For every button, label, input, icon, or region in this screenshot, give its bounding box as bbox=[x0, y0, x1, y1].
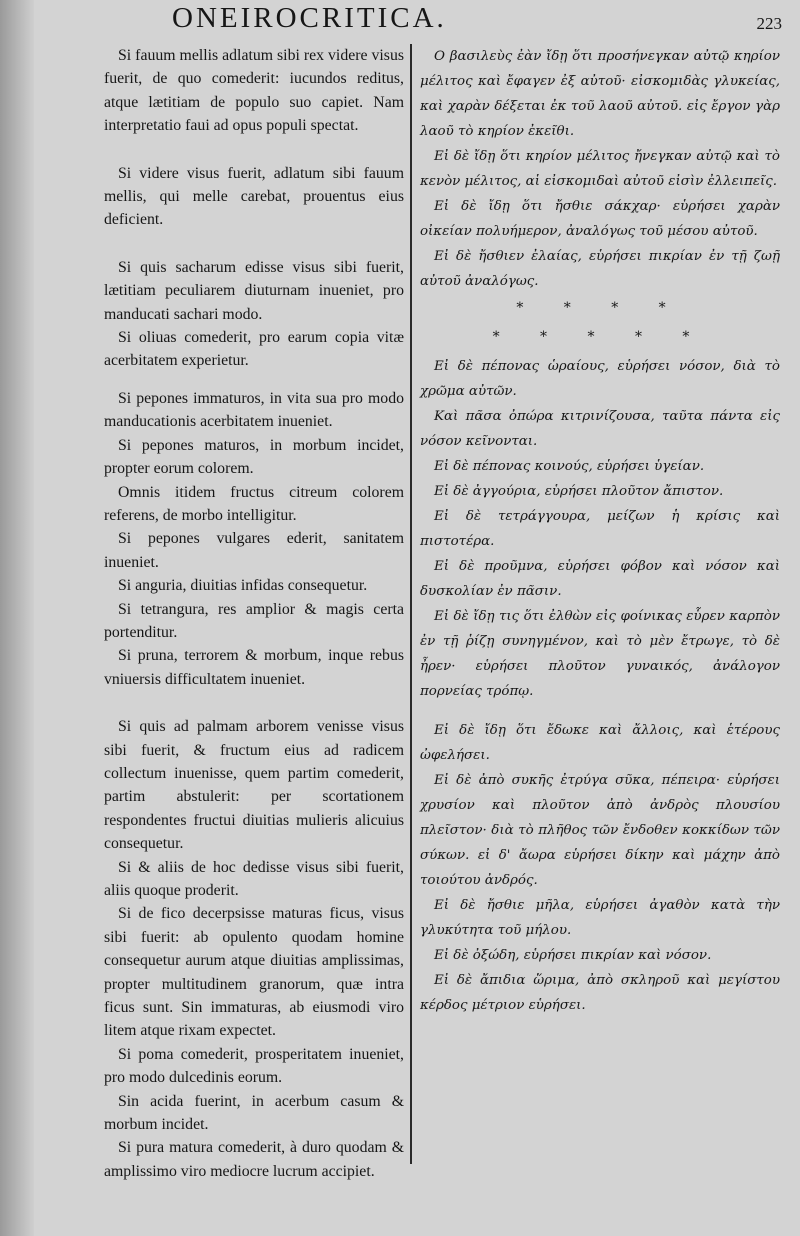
latin-paragraph: Si quis sacharum edisse visus sibi fuerit, lætitiam peculiarem diuturnam inueniet, pro manducati sachari modo. bbox=[104, 258, 404, 323]
asterisk-row: * * * * bbox=[516, 300, 684, 316]
latin-paragraph: Si anguria, diuitias infidas consequetur. bbox=[118, 577, 368, 595]
page-number: 223 bbox=[756, 14, 782, 33]
page-edge-shadow bbox=[0, 0, 34, 1236]
greek-paragraph: Εἰ δὲ ἄπιδια ὥριμα, ἀπὸ σκληροῦ καὶ μεγίστου κέρδος μέτριον εὑρήσει. bbox=[420, 973, 780, 1013]
latin-paragraph: Si fauum mellis adlatum sibi rex videre visus fuerit, de quo comederit: iucundos reditus, atque lætitiam de populo suo capiet. Nam interpretatio faui ad opus populi spectat. bbox=[104, 47, 404, 135]
latin-paragraph: Sin acida fuerint, in acerbum casum & morbum incidet. bbox=[104, 1092, 404, 1134]
page-header bbox=[0, 2, 800, 36]
greek-paragraph: Εἰ δὲ ἀπὸ συκῆς ἐτρύγα σῦκα, πέπειρα· εὑρήσει χρυσίον καὶ πλοῦτον ἀπὸ ἀνδρὸς πλουσίου πλεῖστον· διὰ τὸ πλῆθος τῶν ἔνδοθεν κοκκίδων τῶν σύκων. εἰ δ' ἄωρα εὑρήσει δίκην καὶ μάχην ἀπὸ τοιούτου ἀνδρός. bbox=[420, 773, 780, 888]
latin-paragraph: Si de fico decerpsisse maturas ficus, visus sibi fuerit: ab opulento quodam homine consequetur aurum atque diuitias amplissimas, propter multitudinem granorum, quæ intra ficus sunt. Sin immaturas, ab eiusmodi viro litem atque rixam expectet. bbox=[104, 905, 404, 1040]
greek-paragraph: Εἰ δὲ ὀξώδη, εὑρήσει πικρίαν καὶ νόσον. bbox=[434, 948, 712, 963]
greek-paragraph: Εἰ δὲ ἴδῃ ὅτι ἔδωκε καὶ ἄλλοις, καὶ ἑτέρους ὠφελήσει. bbox=[420, 723, 780, 763]
running-title: ONEIROCRITICA. bbox=[172, 2, 447, 34]
latin-paragraph: Si oliuas comederit, pro earum copia vitæ acerbitatem experietur. bbox=[104, 329, 404, 370]
greek-paragraph: Εἰ δὲ ἴδῃ τις ὅτι ἐλθὼν εἰς φοίνικας εὗρεν καρπὸν ἐν τῇ ῥίζῃ συνηγμένον, καὶ τὸ μὲν ἔτρωγε, τὸ δὲ ἦρεν· εὑρήσει πλοῦτον γυναικός, ἀνάλογον πορνείας τρόπῳ. bbox=[420, 609, 780, 699]
latin-paragraph: Si quis ad palmam arborem venisse visus sibi fuerit, & fructum eius ad radicem collectum inuenisse, quem partim comederit, partim abstulerit: per scortationem respondentes fructui diuitias mulieris alicuius consequetur. bbox=[104, 718, 404, 853]
latin-paragraph: Si & aliis de hoc dedisse visus sibi fuerit, aliis quoque proderit. bbox=[104, 858, 404, 899]
latin-paragraph: Si pepones vulgares ederit, sanitatem inueniet. bbox=[104, 530, 404, 571]
latin-paragraph: Si pepones immaturos, in vita sua pro modo manducationis acerbitatem inueniet. bbox=[104, 389, 404, 431]
greek-paragraph: Καὶ πᾶσα ὀπώρα κιτρινίζουσα, ταῦτα πάντα εἰς νόσον κεῖνονται. bbox=[420, 409, 780, 449]
latin-paragraph: Omnis itidem fructus citreum colorem referens, de morbo intelligitur. bbox=[104, 483, 404, 524]
greek-paragraph: Εἰ δὲ πέπονας κοινούς, εὑρήσει ὑγείαν. bbox=[434, 459, 705, 474]
latin-paragraph: Si videre visus fuerit, adlatum sibi fauum mellis, qui melle carebat, prouentus eius deficient. bbox=[104, 164, 404, 229]
greek-paragraph: Ο βασιλεὺς ἐὰν ἴδῃ ὅτι προσήνεγκαν αὐτῷ κηρίον μέλιτος καὶ ἔφαγεν ἐξ αὐτοῦ· εἰσκομιδὰς γλυκείας, καὶ χαρὰν δέξεται ἐκ τοῦ λαοῦ αὐτοῦ. εἰς ἔργον γὰρ λαοῦ τὸ κηρίον ἐκεῖθι. bbox=[420, 49, 780, 139]
asterisk-row: * * * * * bbox=[492, 329, 708, 345]
latin-paragraph: Si pruna, terrorem & morbum, inque rebus vniuersis difficultatem inueniet. bbox=[104, 647, 404, 688]
latin-paragraph: Si pepones maturos, in morbum incidet, propter eorum colorem. bbox=[104, 436, 404, 478]
latin-paragraph: Si tetrangura, res amplior & magis certa portenditur. bbox=[104, 600, 404, 641]
greek-paragraph: Εἰ δὲ ἤσθιεν ἐλαίας, εὑρήσει πικρίαν ἐν τῇ ζωῇ αὐτοῦ ἀναλόγως. bbox=[420, 249, 780, 289]
greek-paragraph: Εἰ δὲ ἀγγούρια, εὑρήσει πλοῦτον ἄπιστον. bbox=[434, 484, 724, 499]
greek-paragraph: Εἰ δὲ ἴδῃ ὅτι κηρίον μέλιτος ἤνεγκαν αὐτῷ καὶ τὸ κενὸν μέλιτος, αἱ εἰσκομιδαὶ αὐτοῦ εἰσὶν ἐλλειπεῖς. bbox=[420, 149, 780, 189]
greek-paragraph: Εἰ δὲ ἤσθιε μῆλα, εὑρήσει ἀγαθὸν κατὰ τὴν γλυκύτητα τοῦ μήλου. bbox=[420, 898, 780, 938]
greek-paragraph: Εἰ δὲ τετράγγουρα, μείζων ἡ κρίσις καὶ πιστοτέρα. bbox=[420, 509, 780, 549]
column-divider bbox=[410, 44, 412, 1164]
latin-paragraph: Si pura matura comederit, à duro quodam & amplissimo viro mediocre lucrum accipiet. bbox=[104, 1139, 404, 1180]
greek-column bbox=[420, 44, 780, 1018]
latin-paragraph: Si poma comederit, prosperitatem inueniet, pro modo dulcedinis eorum. bbox=[104, 1045, 404, 1087]
greek-paragraph: Εἰ δὲ ἴδῃ ὅτι ἤσθιε σάκχαρ· εὑρήσει χαρὰν οἰκείαν πολυήμερον, ἀναλόγως τοῦ μέσου αὐτοῦ. bbox=[420, 199, 780, 239]
greek-paragraph: Εἰ δὲ προῦμνα, εὑρήσει φόβον καὶ νόσον καὶ δυσκολίαν ἐν πᾶσιν. bbox=[420, 559, 780, 599]
latin-column bbox=[104, 44, 404, 1183]
greek-paragraph: Εἰ δὲ πέπονας ὡραίους, εὑρήσει νόσον, διὰ τὸ χρῶμα αὐτῶν. bbox=[420, 359, 780, 399]
